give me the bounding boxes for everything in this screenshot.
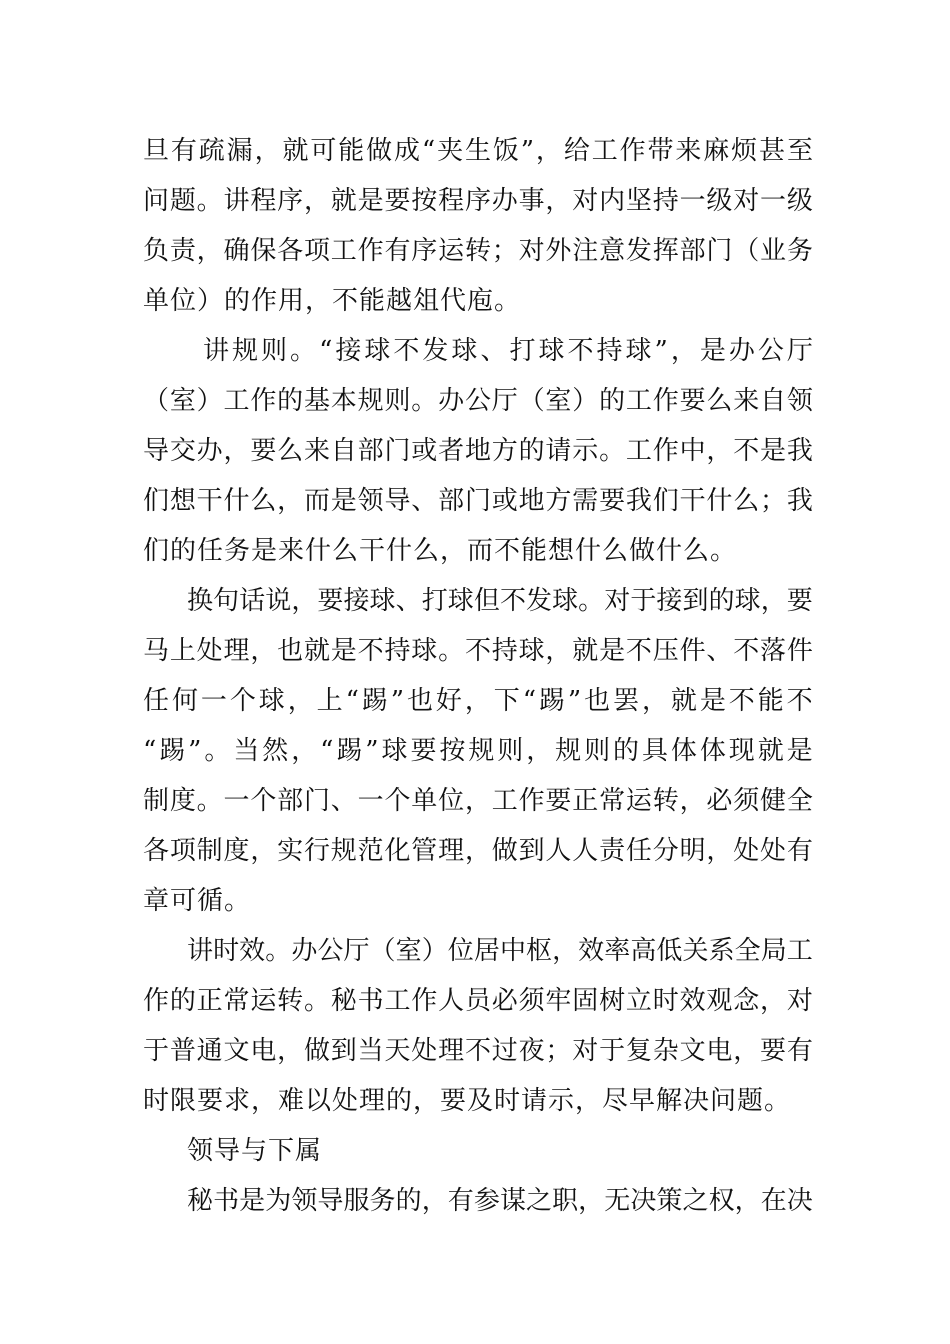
text-line: 制 度 。 一 个 部 门 、 一 个 单 位 ， 工 作 要 正 常 运 转 ， 必 须 健 全 xyxy=(143,786,813,816)
text-line: （ 室 ） 工 作 的 基 本 规 则 。 办 公 厅 （ 室 ） 的 工 作 要 么 来 自 领 xyxy=(143,386,813,416)
text-line: 作 的 正 常 运 转 。 秘 书 工 作 人 员 必 须 牢 固 树 立 时 效 观 念 ， 对 xyxy=(143,986,813,1016)
text-line: 各 项 制 度 ， 实 行 规 范 化 管 理 ， 做 到 人 人 责 任 分 明 ， 处 处 有 xyxy=(143,836,813,866)
text-line: 导 交 办 ， 要 么 来 自 部 门 或 者 地 方 的 请 示 。 工 作 中 ， 不 是 我 xyxy=(143,436,813,466)
text-line: 旦 有 疏 漏 ， 就 可 能 做 成 “ 夹 生 饭 ” ， 给 工 作 带 来 麻 烦 甚 至 xyxy=(143,136,813,166)
text-line: 换 句 话 说 ， 要 接 球 、 打 球 但 不 发 球 。 对 于 接 到 的 球 ， 要 xyxy=(187,586,813,616)
text-line: 单位）的作用，不能越俎代庖。 xyxy=(143,286,522,316)
document-body xyxy=(143,126,813,1226)
text-line: 章可循。 xyxy=(143,886,252,916)
text-line: “ 踢 ” 。 当 然 ， “ 踢 ” 球 要 按 规 则 ， 规 则 的 具 体 体 现 就 是 xyxy=(143,736,813,766)
text-line: 于 普 通 文 电 ， 做 到 当 天 处 理 不 过 夜 ； 对 于 复 杂 文 电 ， 要 有 xyxy=(143,1036,813,1066)
text-line: 讲 规 则 。 “ 接 球 不 发 球 、 打 球 不 持 球 ” ， 是 办 公 厅 xyxy=(203,336,813,366)
text-line: 时限要求，难以处理的，要及时请示，尽早解决问题。 xyxy=(143,1086,792,1116)
text-line: 问 题 。 讲 程 序 ， 就 是 要 按 程 序 办 事 ， 对 内 坚 持 一 级 对 一 级 xyxy=(143,186,813,216)
text-line: 秘 书 是 为 领 导 服 务 的 ， 有 参 谋 之 职 ， 无 决 策 之 权 ， 在 决 xyxy=(187,1186,813,1216)
text-line: 马 上 处 理 ， 也 就 是 不 持 球 。 不 持 球 ， 就 是 不 压 件 、 不 落 件 xyxy=(143,636,813,666)
text-line: 领导与下属 xyxy=(187,1136,323,1166)
text-line: 讲 时 效 。 办 公 厅 （ 室 ） 位 居 中 枢 ， 效 率 高 低 关 系 全 局 工 xyxy=(187,936,813,966)
text-line: 们 想 干 什 么 ， 而 是 领 导 、 部 门 或 地 方 需 要 我 们 干 什 么 ； 我 xyxy=(143,486,813,516)
text-line: 任 何 一 个 球 ， 上 “ 踢 ” 也 好 ， 下 “ 踢 ” 也 罢 ， 就 是 不 能 不 xyxy=(143,686,813,716)
text-line: 们的任务是来什么干什么，而不能想什么做什么。 xyxy=(143,536,738,566)
text-line: 负 责 ， 确 保 各 项 工 作 有 序 运 转 ； 对 外 注 意 发 挥 部 门 （ 业 务 xyxy=(143,236,813,266)
